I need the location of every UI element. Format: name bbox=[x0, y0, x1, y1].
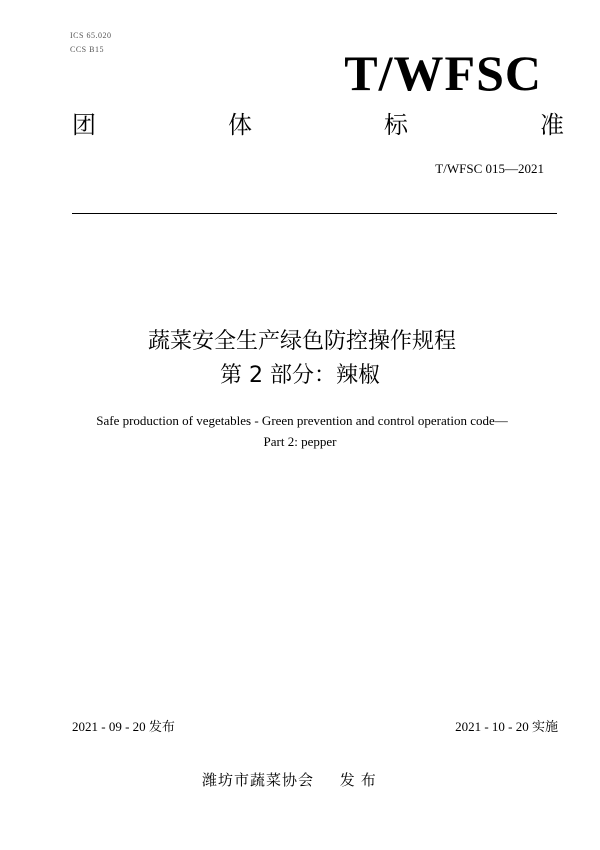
standard-type-char: 体 bbox=[228, 111, 252, 139]
header-divider bbox=[72, 213, 557, 214]
implementation-date-value: 2021 - 10 - 20 bbox=[455, 719, 529, 734]
implementation-date bbox=[455, 720, 558, 734]
standard-logo: T/WFSC bbox=[344, 45, 542, 101]
issue-date bbox=[72, 720, 175, 734]
ics-code: ICS 65.020 bbox=[70, 31, 112, 40]
standard-type-char: 准 bbox=[540, 111, 564, 139]
standard-number: T/WFSC 015—2021 bbox=[435, 161, 544, 176]
publisher-action: 发布 bbox=[339, 771, 382, 789]
title-en-line1: Safe production of vegetables - Green prevention and control operation code— bbox=[96, 413, 508, 428]
title-zh-line2: 第 2 部分：辣椒 bbox=[220, 363, 380, 388]
standard-type-char: 团 bbox=[72, 111, 96, 139]
issue-date-value: 2021 - 09 - 20 bbox=[72, 719, 146, 734]
standard-type-char: 标 bbox=[384, 111, 408, 139]
issue-date-label: 发布 bbox=[148, 720, 175, 735]
title-en-line2: Part 2: pepper bbox=[263, 434, 337, 449]
implementation-date-label: 实施 bbox=[531, 720, 558, 735]
publisher-line bbox=[202, 773, 382, 788]
standard-type-heading bbox=[72, 113, 564, 137]
publisher-name: 潍坊市蔬菜协会 bbox=[202, 771, 315, 789]
title-zh-line1: 蔬菜安全生产绿色防控操作规程 bbox=[147, 329, 456, 354]
ccs-code: CCS B15 bbox=[70, 45, 104, 54]
